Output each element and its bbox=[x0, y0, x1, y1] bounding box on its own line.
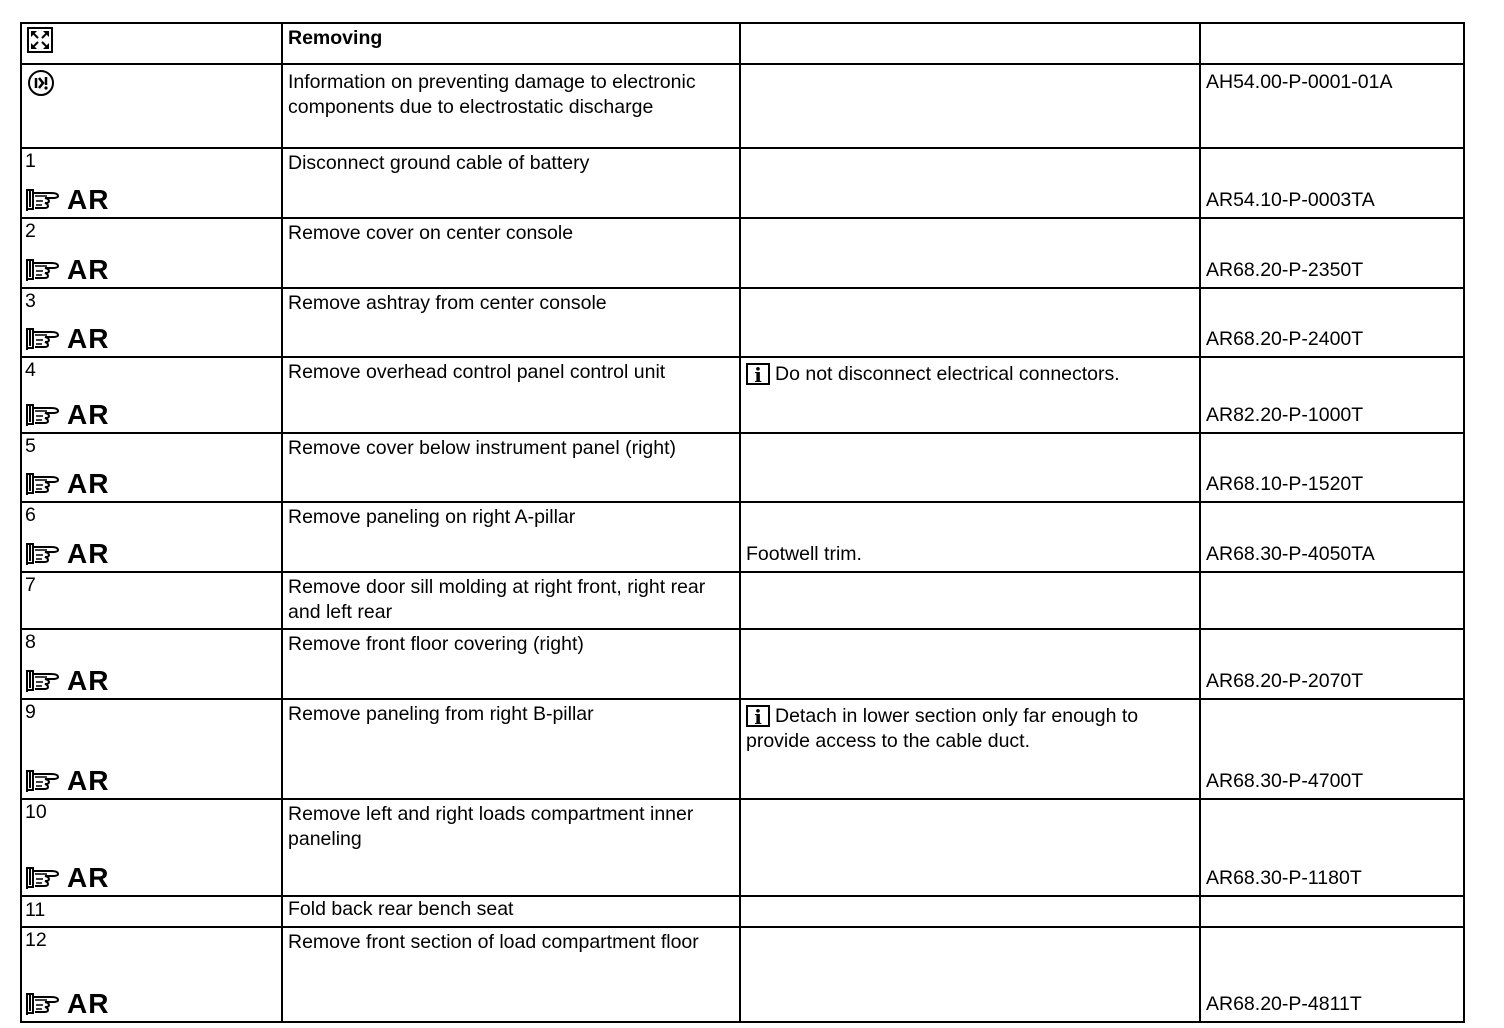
step-number: 11 bbox=[25, 899, 46, 921]
ar-reference-icon[interactable]: AR bbox=[25, 767, 109, 795]
step-cell bbox=[21, 433, 282, 502]
step-code-cell bbox=[1200, 896, 1464, 927]
step-number: 4 bbox=[25, 359, 36, 381]
step-text: Remove cover below instrument panel (right) bbox=[282, 433, 740, 502]
step-cell bbox=[21, 572, 282, 629]
step-number: 3 bbox=[25, 290, 36, 312]
step-remark bbox=[740, 433, 1200, 502]
step-text: Remove cover on center console bbox=[282, 218, 740, 288]
step-row-4 bbox=[21, 357, 1464, 433]
step-remark bbox=[740, 218, 1200, 288]
step-number: 10 bbox=[25, 801, 47, 823]
step-row-10 bbox=[21, 799, 1464, 896]
step-text: Remove overhead control panel control unit bbox=[282, 357, 740, 433]
header-icon-cell bbox=[21, 23, 282, 64]
step-row-12 bbox=[21, 927, 1464, 1022]
ar-reference-icon[interactable]: AR bbox=[25, 256, 109, 284]
step-remark bbox=[740, 799, 1200, 896]
ar-reference-icon[interactable]: AR bbox=[25, 864, 109, 892]
step-code-cell bbox=[1200, 699, 1464, 799]
step-remark-cell bbox=[740, 699, 1200, 799]
step-cell bbox=[21, 927, 282, 1022]
warning-circle-icon[interactable] bbox=[27, 69, 55, 104]
step-row-1 bbox=[21, 148, 1464, 218]
step-code-cell bbox=[1200, 357, 1464, 433]
step-number: 8 bbox=[25, 631, 36, 653]
ar-reference-icon[interactable]: AR bbox=[25, 325, 109, 353]
esd-code-link[interactable]: AH54.00-P-0001-01A bbox=[1200, 64, 1464, 148]
step-row-9 bbox=[21, 699, 1464, 799]
step-remark bbox=[740, 629, 1200, 699]
header-remark-cell bbox=[740, 23, 1200, 64]
step-cell bbox=[21, 357, 282, 433]
ar-reference-icon[interactable]: AR bbox=[25, 540, 109, 568]
header-row bbox=[21, 23, 1464, 64]
step-code-link[interactable]: AR68.30-P-1180T bbox=[1206, 867, 1362, 889]
ar-reference-icon[interactable]: AR bbox=[25, 667, 109, 695]
expand-arrows-icon[interactable] bbox=[27, 27, 53, 60]
step-number: 9 bbox=[25, 701, 36, 723]
step-code-link[interactable]: AR68.20-P-2070T bbox=[1206, 670, 1364, 692]
step-text: Remove paneling on right A-pillar bbox=[282, 502, 740, 572]
esd-text: Information on preventing damage to electronic components due to electrostatic discharge bbox=[282, 64, 740, 148]
step-text: Remove ashtray from center console bbox=[282, 288, 740, 357]
step-text: Fold back rear bench seat bbox=[282, 896, 740, 927]
esd-row bbox=[21, 64, 1464, 148]
step-code-cell bbox=[1200, 572, 1464, 629]
step-remark: Do not disconnect electrical connectors. bbox=[775, 363, 1120, 385]
step-remark-cell bbox=[740, 502, 1200, 572]
step-row-11 bbox=[21, 896, 1464, 927]
step-remark bbox=[740, 288, 1200, 357]
procedure-table bbox=[20, 22, 1465, 1023]
step-number: 1 bbox=[25, 150, 36, 172]
step-row-5 bbox=[21, 433, 1464, 502]
step-remark: Detach in lower section only far enough to provide access to the cable duct. bbox=[746, 705, 1139, 752]
step-code-link[interactable]: AR68.20-P-2350T bbox=[1206, 259, 1364, 281]
step-cell bbox=[21, 148, 282, 218]
step-remark bbox=[740, 148, 1200, 218]
ar-reference-icon[interactable]: AR bbox=[25, 401, 109, 429]
step-code-link[interactable]: AR54.10-P-0003TA bbox=[1206, 189, 1375, 211]
step-number: 12 bbox=[25, 929, 47, 951]
step-row-3 bbox=[21, 288, 1464, 357]
step-cell bbox=[21, 502, 282, 572]
step-remark-cell bbox=[740, 357, 1200, 433]
step-code-cell bbox=[1200, 629, 1464, 699]
step-code-link[interactable]: AR68.30-P-4050TA bbox=[1206, 543, 1375, 565]
step-remark bbox=[740, 572, 1200, 629]
step-text: Remove front section of load compartment floor bbox=[282, 927, 740, 1022]
step-row-2 bbox=[21, 218, 1464, 288]
step-code-link[interactable]: AR68.20-P-2400T bbox=[1206, 328, 1364, 350]
step-cell bbox=[21, 699, 282, 799]
step-code-cell bbox=[1200, 799, 1464, 896]
info-icon: i bbox=[746, 363, 770, 385]
step-code-cell bbox=[1200, 502, 1464, 572]
step-cell bbox=[21, 629, 282, 699]
step-row-8 bbox=[21, 629, 1464, 699]
step-remark bbox=[740, 927, 1200, 1022]
step-code-cell bbox=[1200, 433, 1464, 502]
header-title: Removing bbox=[282, 23, 740, 64]
ar-reference-icon[interactable]: AR bbox=[25, 186, 109, 214]
step-text: Disconnect ground cable of battery bbox=[282, 148, 740, 218]
step-number: 2 bbox=[25, 220, 36, 242]
step-text: Remove left and right loads compartment inner paneling bbox=[282, 799, 740, 896]
step-number: 5 bbox=[25, 435, 36, 457]
step-code-cell bbox=[1200, 148, 1464, 218]
step-cell bbox=[21, 896, 282, 927]
step-remark bbox=[740, 896, 1200, 927]
step-cell bbox=[21, 218, 282, 288]
header-code-cell bbox=[1200, 23, 1464, 64]
ar-reference-icon[interactable]: AR bbox=[25, 470, 109, 498]
step-code-link[interactable]: AR68.20-P-4811T bbox=[1206, 993, 1362, 1015]
esd-remark-cell bbox=[740, 64, 1200, 148]
step-row-6 bbox=[21, 502, 1464, 572]
step-cell bbox=[21, 288, 282, 357]
ar-reference-icon[interactable]: AR bbox=[25, 990, 109, 1018]
step-text: Remove paneling from right B-pillar bbox=[282, 699, 740, 799]
step-code-cell bbox=[1200, 927, 1464, 1022]
step-code-cell bbox=[1200, 218, 1464, 288]
step-code-cell bbox=[1200, 288, 1464, 357]
step-text: Remove front floor covering (right) bbox=[282, 629, 740, 699]
step-number: 7 bbox=[25, 574, 36, 596]
info-icon: i bbox=[746, 705, 770, 727]
step-remark: Footwell trim. bbox=[746, 543, 862, 565]
step-row-7 bbox=[21, 572, 1464, 629]
step-number: 6 bbox=[25, 504, 36, 526]
step-code-link[interactable]: AR68.30-P-4700T bbox=[1206, 770, 1364, 792]
step-code-link[interactable]: AR82.20-P-1000T bbox=[1206, 404, 1364, 426]
esd-icon-cell bbox=[21, 64, 282, 148]
step-text: Remove door sill molding at right front, right rear and left rear bbox=[282, 572, 740, 629]
step-cell bbox=[21, 799, 282, 896]
step-code-link[interactable]: AR68.10-P-1520T bbox=[1206, 473, 1364, 495]
